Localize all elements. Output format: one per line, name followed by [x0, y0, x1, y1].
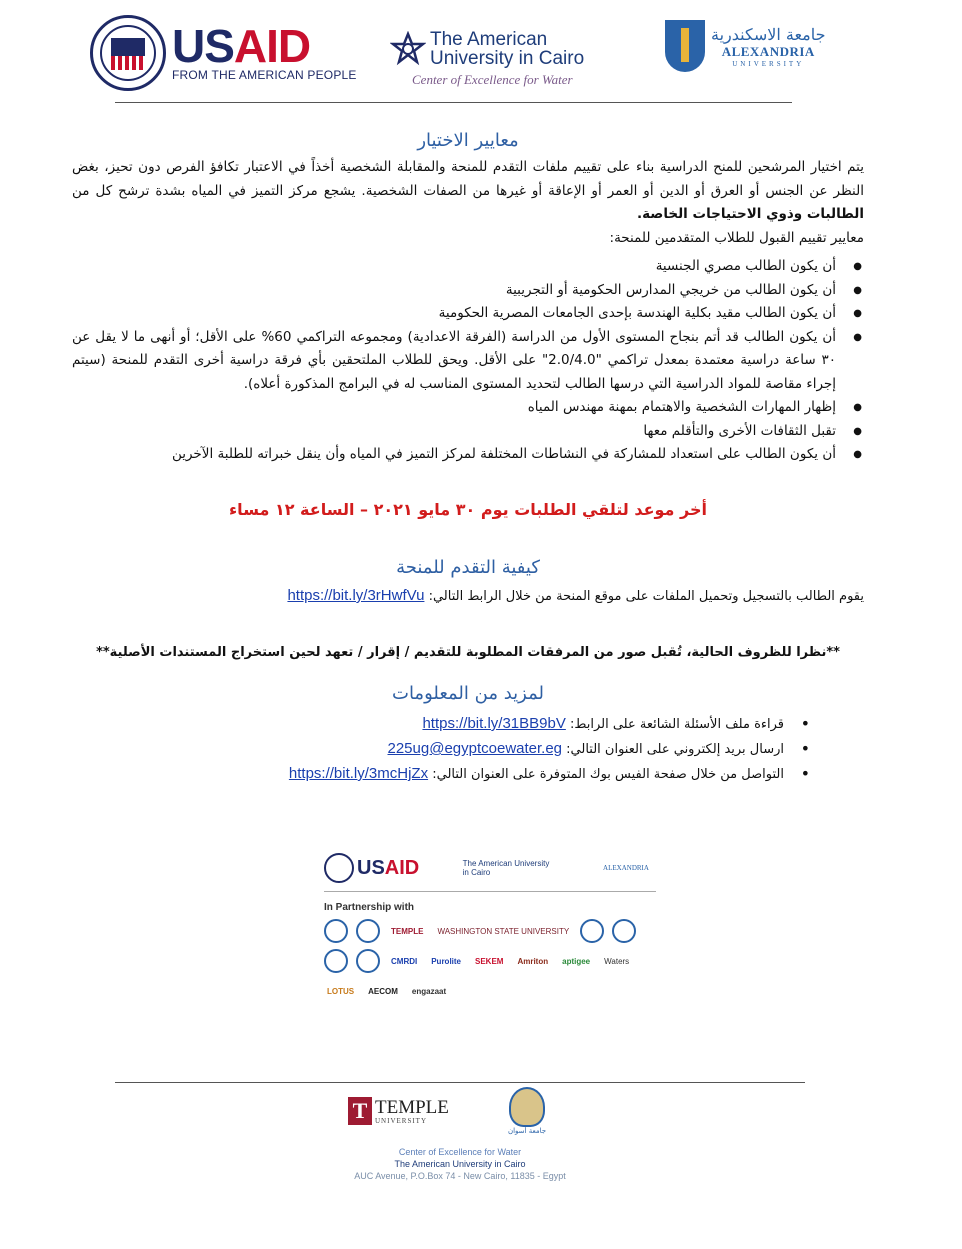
footer-postal-address: AUC Avenue, P.O.Box 74 - New Cairo, 11835 - Egypt	[354, 1171, 566, 1181]
info-item-email: • ارسال بريد إلكتروني على العنوان التالي: 225ug@egyptcoewater.eg	[72, 737, 814, 762]
selection-title: معايير الاختيار	[417, 130, 519, 151]
footer-university-name: The American University in Cairo	[394, 1159, 526, 1169]
partner-seal-icon	[356, 919, 380, 943]
partner-logo: Purolite	[431, 956, 461, 966]
partner-logo: TEMPLE	[391, 926, 424, 936]
auc-name-line1: The American	[430, 29, 548, 50]
page-header	[90, 10, 880, 102]
email-link[interactable]: 225ug@egyptcoewater.eg	[387, 740, 563, 757]
apply-link[interactable]: https://bit.ly/3rHwfVu	[287, 587, 425, 604]
apply-line	[72, 587, 864, 604]
partner-auc-logo: The American University in Cairo	[462, 859, 550, 877]
temple-logo	[348, 1097, 449, 1125]
more-info-list	[72, 712, 814, 787]
partnership-label: In Partnership with	[324, 902, 415, 913]
usaid-tagline: FROM THE AMERICAN PEOPLE	[172, 68, 357, 82]
alex-english-sub: UNIVERSITY	[732, 59, 805, 68]
partner-logo: Waters	[604, 956, 630, 966]
partner-logos	[320, 919, 660, 1003]
temple-sub: UNIVERSITY	[375, 1116, 427, 1125]
temple-t-icon: T	[348, 1097, 372, 1125]
criteria-list	[72, 255, 864, 467]
criteria-item: ● أن يكون الطالب من خريجي المدارس الحكومية أو التجريبية	[72, 279, 864, 303]
partner-logo: SEKEM	[475, 956, 504, 966]
partner-logo: aptigee	[562, 956, 591, 966]
lighthouse-shield-icon	[665, 20, 705, 72]
apply-title: كيفية التقدم للمنحة	[396, 557, 540, 578]
header-divider	[115, 102, 792, 103]
partner-seal-icon	[324, 919, 348, 943]
partner-logo: engazaat	[411, 986, 447, 996]
auc-tagline: Center of Excellence for Water	[412, 72, 573, 87]
alex-arabic-name: جامعة الاسكندرية	[711, 24, 826, 44]
partner-logo: WASHINGTON STATE UNIVERSITY	[437, 926, 570, 936]
apply-text: يقوم الطالب بالتسجيل وتحميل الملفات على موقع المنحة من خلال الرابط التالي:	[424, 589, 864, 604]
partner-seal-icon	[324, 949, 348, 973]
criteria-item: ● أن يكون الطالب مقيد بكلية الهندسة بإحدى الجامعات المصرية الحكومية	[72, 302, 864, 326]
usaid-seal-icon	[324, 853, 354, 883]
partner-logo: AECOM	[368, 986, 398, 996]
partner-divider	[324, 891, 656, 892]
aswan-badge-icon	[509, 1087, 545, 1127]
partners-block	[320, 845, 660, 1055]
aswan-logo	[506, 1087, 548, 1139]
auc-star-icon	[390, 31, 426, 67]
facebook-link[interactable]: https://bit.ly/3mcHjZx	[288, 765, 429, 782]
deadline-notice: أخر موعد لتلقي الطلبات يوم ٣٠ مايو ٢٠٢١ – الساعة ١٢ مساء	[229, 500, 707, 519]
criteria-item: ● إظهار المهارات الشخصية والاهتمام بمهنة مهندس المياه	[72, 396, 864, 420]
usaid-wordmark: USAID	[172, 20, 311, 72]
partner-seal-icon	[612, 919, 636, 943]
info-item-facebook: • التواصل من خلال صفحة الفيس بوك المتوفرة على العنوان التالي: https://bit.ly/3mcHjZx	[72, 762, 814, 787]
alex-english-name: ALEXANDRIA	[721, 43, 815, 59]
aswan-name: جامعة أسوان	[507, 1127, 547, 1135]
criteria-item: ● أن يكون الطالب مصري الجنسية	[72, 255, 864, 279]
partner-logo: CMRDI	[391, 956, 418, 966]
criteria-item: ● تقبل الثقافات الأخرى والتأقلم معها	[72, 420, 864, 444]
selection-intro: يتم اختيار المرشحين للمنح الدراسية بناء على تقييم ملفات التقدم للمنحة والمقابلة الشخصية أخذاً في الاعتبار تكافؤ الفرص دون تحيز، بغض النظر عن الجنس أو العرق أو الدين أو العمر أو الإعاقة أو غيرها من الصفات الشخصية. يشجع مركز التميز في المياه بشدة ترشح كل من الطالبات وذوي الاحتياجات الخاصة.	[72, 159, 864, 222]
criteria-title: معايير تقييم القبول للطلاب المتقدمين للمنحة:	[609, 230, 864, 246]
partner-logo: LOTUS	[327, 986, 355, 996]
partner-logo: Amriton	[517, 956, 549, 966]
footer-address	[280, 1146, 640, 1182]
partner-seal-icon	[356, 949, 380, 973]
auc-logo	[390, 30, 584, 88]
criteria-item: ● أن يكون الطالب على استعداد للمشاركة في النشاطات المختلفة لمركز التميز في المياه وأن ينقل خبراته للطلبة الآخرين	[72, 443, 864, 467]
selection-intro-bold: الطالبات وذوي الاحتياجات الخاصة.	[636, 206, 864, 222]
usaid-seal-icon	[90, 15, 166, 91]
more-info-title: لمزيد من المعلومات	[392, 683, 544, 704]
usaid-logo	[90, 15, 357, 91]
faq-link[interactable]: https://bit.ly/31BB9bV	[422, 715, 566, 732]
footer-divider	[115, 1082, 805, 1083]
info-item-faq: • قراءة ملف الأسئلة الشائعة على الرابط: https://bit.ly/31BB9bV	[72, 712, 814, 737]
partner-usaid-logo: USAID	[324, 853, 419, 883]
partner-seal-icon	[580, 919, 604, 943]
partner-alex-logo: ALEXANDRIA	[603, 864, 649, 872]
temple-name: TEMPLE	[375, 1096, 449, 1118]
alexandria-logo	[665, 20, 826, 72]
auc-name-line2: University in Cairo	[430, 48, 585, 69]
documents-note: **نظرا للظروف الحالية، تُقبل صور من المرفقات المطلوبة للتقديم / إقرار / تعهد لحين استخراج المستندات الأصلية**	[96, 645, 840, 660]
footer-center-name: Center of Excellence for Water	[398, 1147, 522, 1157]
criteria-item: ● أن يكون الطالب قد أتم بنجاح المستوى الأول من الدراسة (الفرقة الاعدادية) ومجموعه التراكمي 60% على الأقل؛ أو أنهى ما لا يقل عن ٣٠ ساعة دراسية معتمدة بمعدل تراكمي "2.0/4.0" على الأقل. ويحق للطلاب الملتحقين بأي فرقة دراسية أخرى التقدم للمنحة (سيتم إجراء مقاصة للمواد الدراسية التي درسها الطالب لتحديد المستوى المناسب له في البرامج المذكورة أعلاه).	[72, 326, 864, 397]
